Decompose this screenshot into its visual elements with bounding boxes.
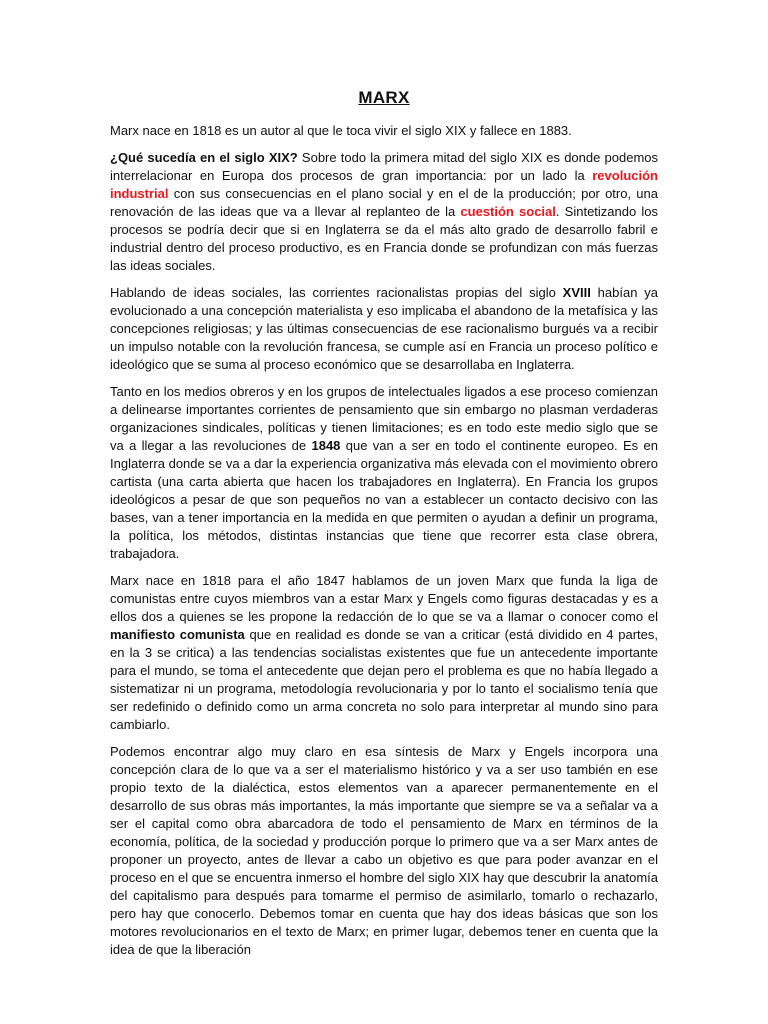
paragraph-text: que en realidad es donde se van a criticar (está dividido en 4 partes, en la 3 se critica) a las tendencias socialistas existentes que fue un antecedente importante para el mundo, se toma el antecedente que dejan pero el problema es que no había llegado a sistematizar ni un programa, metodología revolucionaria y por lo tanto el socialismo tenía que ser redefinido o definido como un arma concreta no solo para interpretar al mundo sino para cambiarlo. xyxy=(110,627,658,732)
bold-1848: 1848 xyxy=(311,438,341,453)
highlight-revolucion-industrial: revolución industrial xyxy=(110,168,658,201)
paragraph-text: habían ya evolucionado a una concepción materialista y eso implicaba el abandono de la metafísica y las concepciones religiosas; y las últimas consecuencias de ese racionalismo burgués va a recibir un impulso notable con la revolución francesa, se cumple así en Francia un proceso político e ideológico que se suma al proceso económico que se desarrollaba en Inglaterra. xyxy=(110,285,658,372)
paragraph-text: Sobre todo la primera mitad del siglo XIX es donde podemos interrelacionar en Europa dos procesos de gran importancia: por un lado la xyxy=(110,150,658,183)
paragraph-ideas-sociales xyxy=(110,284,658,374)
paragraph-sintesis xyxy=(110,743,658,959)
bold-siglo-xviii: XVIII xyxy=(562,285,591,300)
paragraph-text: que van a ser en todo el continente europeo. Es en Inglaterra donde se va a dar la experiencia organizativa más elevada con el movimiento obrero cartista (una carta abierta que hacen los trabajadores en Inglaterra). En Francia los grupos ideológicos a pesar de que son pequeños no van a establecer un contacto decisivo con las bases, van a tener importancia en la medida en que permiten o ayudan a definir un programa, la política, los métodos, distintas instancias que tiene que recorrer esta clase obrera, trabajadora. xyxy=(110,438,658,561)
paragraph-siglo-xix xyxy=(110,149,658,275)
paragraph-manifiesto xyxy=(110,572,658,734)
highlight-cuestion-social: cuestión social xyxy=(460,204,556,219)
bold-question: ¿Qué sucedía en el siglo XIX? xyxy=(110,150,298,165)
paragraph-text: . Sintetizando los procesos se podría decir que si en Inglaterra se da el más alto grado de desarrollo fabril e industrial dentro del proceso productivo, es en Francia donde se profundizan con más fuerzas las ideas sociales. xyxy=(110,204,659,273)
paragraph-intro xyxy=(110,122,658,140)
paragraph-text: Marx nace en 1818 es un autor al que le toca vivir el siglo XIX y fallece en 1883. xyxy=(110,123,572,138)
paragraph-text: Podemos encontrar algo muy claro en esa síntesis de Marx y Engels incorpora una concepción clara de lo que va a ser el materialismo histórico y va a ser uso también en ese propio texto de la dialéctica, estos elementos van a aparecer permanentemente en el desarrollo de sus obras más importantes, la más importante que siempre se va a señalar va a ser el capital como obra abarcadora de todo el pensamiento de Marx en términos de la economía, política, de la sociedad y producción porque lo primero que va a ser Marx antes de proponer un proyecto, antes de llevar a cabo un objetivo es que para poder avanzar en el proceso en el que se encuentra inmerso el hombre del siglo XIX hay que descubrir la anatomía del capitalismo para después para tomarme el permiso de asimilarlo, tomarlo o rechazarlo, pero hay que conocerlo. Debemos tomar en cuenta que hay dos ideas básicas que son los motores revolucionarios en el texto de Marx; en primer lugar, debemos tener en cuenta que la idea de que la liberación xyxy=(110,744,658,957)
paragraph-text: con sus consecuencias en el plano social y en el de la producción; por otro, una renovación de las ideas que va a llevar al replanteo de la xyxy=(110,186,658,219)
paragraph-text: Hablando de ideas sociales, las corrientes racionalistas propias del siglo xyxy=(110,285,563,300)
paragraph-text: Tanto en los medios obreros y en los grupos de intelectuales ligados a ese proceso comienzan a delinearse importantes corrientes de pensamiento que sin embargo no plasman verdaderas organizaciones sindicales, políticas y tienen limitaciones; es en todo este medio siglo que se va a llegar a las revoluciones de xyxy=(110,384,658,453)
bold-manifiesto-comunista: manifiesto comunista xyxy=(110,627,245,642)
document-title: MARX xyxy=(358,88,410,107)
paragraph-text: Marx nace en 1818 para el año 1847 hablamos de un joven Marx que funda la liga de comunistas entre cuyos miembros van a estar Marx y Engels como figuras destacadas y es a ellos dos a quienes se les propone la redacción de lo que se va a llamar o conocer como el xyxy=(110,573,658,624)
paragraph-medios-obreros xyxy=(110,383,658,563)
